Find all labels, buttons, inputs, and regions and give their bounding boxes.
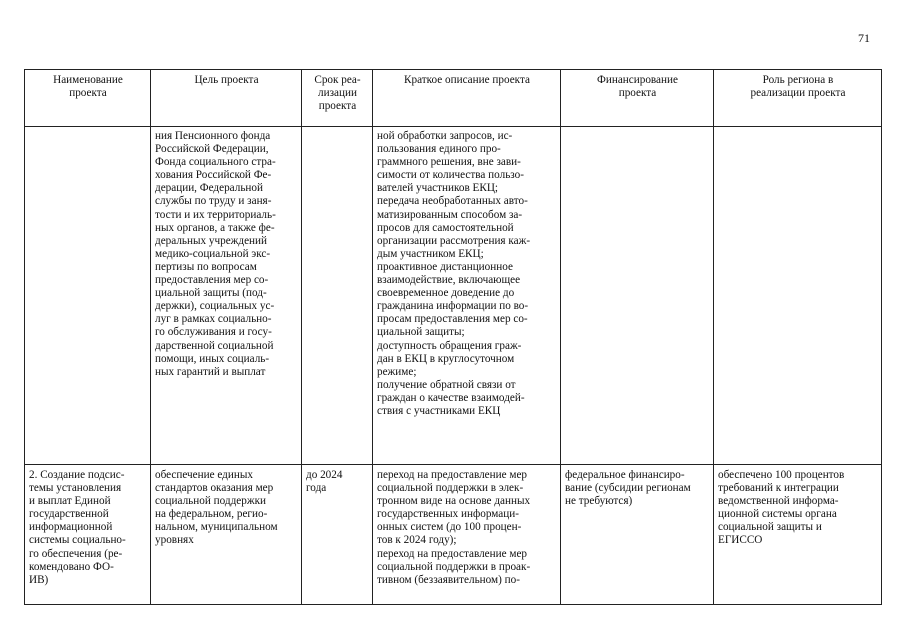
cell-project-goal: ния Пенсионного фонда Российской Федерации, Фонда социального стра- хования Российской Фе- дерации, Федеральной службы по труду и заня- тости и их территориаль- ных органов, а также фе- деральных учреждений медико-социальной экс- пертизы по вопросам предоставления мер со- циальной защиты (под- держки), социальных ус- луг в рамках социально- го обслуживания и госу- дарственной социальной помощи, иных социаль- ных гарантий и выплат xyxy=(151,127,302,465)
cell-region-role xyxy=(714,127,882,465)
cell-project-name xyxy=(25,127,151,465)
cell-project-description: ной обработки запросов, ис- пользования единого про- граммного решения, вне зави- симости от количества пользо- вателей участников ЕКЦ; передача необработанных авто- матизированным способом за- просов для самостоятельной организации рассмотрения каж- дым участником ЕКЦ; проактивное дистанционное взаимодействие, включающее своевременное доведение до гражданина информации по во- просам предоставления мер со- циальной защиты; доступность обращения граж- дан в ЕКЦ в круглосуточном режиме; получение обратной связи от граждан о качестве взаимодей- ствия с участниками ЕКЦ xyxy=(373,127,561,465)
projects-table xyxy=(24,69,882,605)
cell-project-description: переход на предоставление мер социальной поддержки в элек- тронном виде на основе данных государственных информаци- онных систем (до 100 процен- тов к 2024 году); переход на предоставление мер социальной поддержки в проак- тивном (беззаявительном) по- xyxy=(373,465,561,605)
header-project-financing: Финансирование проекта xyxy=(561,70,714,127)
cell-project-financing: федеральное финансиро- вание (субсидии регионам не требуются) xyxy=(561,465,714,605)
header-project-term: Срок реа- лизации проекта xyxy=(302,70,373,127)
cell-project-goal: обеспечение единых стандартов оказания мер социальной поддержки на федеральном, регио- нальном, муниципальном уровнях xyxy=(151,465,302,605)
table-row xyxy=(25,127,882,465)
cell-project-name: 2. Создание подсис- темы установления и выплат Единой государственной информационной системы социально- го обеспечения (ре- комендовано ФО- ИВ) xyxy=(25,465,151,605)
cell-project-term xyxy=(302,127,373,465)
header-project-description: Краткое описание проекта xyxy=(373,70,561,127)
header-project-goal: Цель проекта xyxy=(151,70,302,127)
header-region-role: Роль региона в реализации проекта xyxy=(714,70,882,127)
header-project-name: Наименование проекта xyxy=(25,70,151,127)
page-number: 71 xyxy=(858,31,870,45)
table-row xyxy=(25,465,882,605)
cell-project-financing xyxy=(561,127,714,465)
table-header-row xyxy=(25,70,882,127)
cell-project-term: до 2024 года xyxy=(302,465,373,605)
cell-region-role: обеспечено 100 процентов требований к интеграции ведомственной информа- ционной системы органа социальной защиты и ЕГИССО xyxy=(714,465,882,605)
